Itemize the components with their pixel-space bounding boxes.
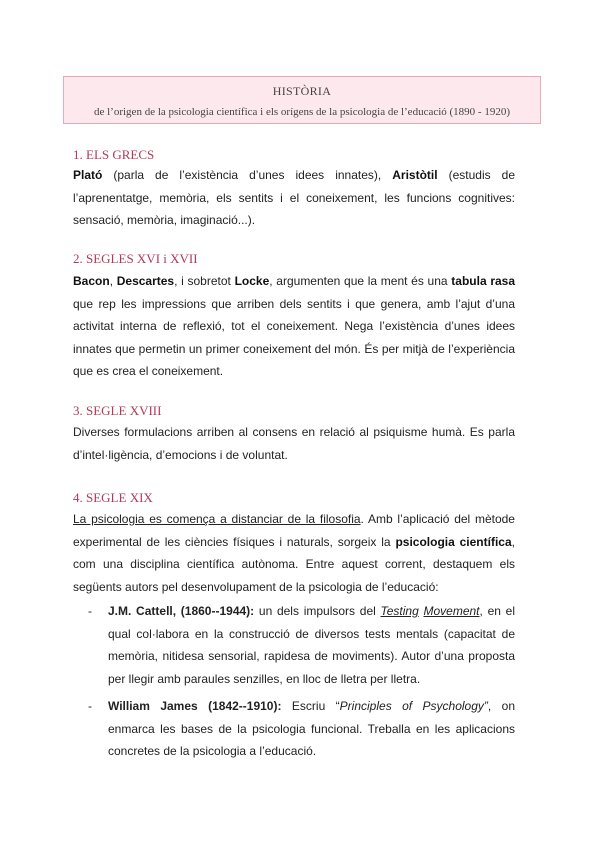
s4-text-a: . Amb l’aplicació del mètode experimental de les ciències físiques i naturals, sorgeix la xyxy=(73,512,515,549)
term-testing: Testing xyxy=(380,604,419,618)
s1-text-a: (parla de l’existència d’unes idees innates), xyxy=(102,168,393,182)
section-3-text: Diverses formulacions arriben al consens en relació al psiquisme humà. Es parla d’intel·ligència, d’emocions i de voluntat. xyxy=(73,425,515,462)
cattell-dates: , (1860--1944): xyxy=(172,604,255,618)
section-heading-grecs: 1. ELS GRECS xyxy=(73,147,155,162)
s2-comma-1: , xyxy=(109,274,117,288)
s2-text-b: , argumenten que la ment és una xyxy=(269,274,452,288)
name-bacon: Bacon xyxy=(73,274,110,288)
s2-text-a: , i sobretot xyxy=(174,274,235,288)
book-title-principles: Principles of Psychology” xyxy=(339,699,488,713)
section-heading-segle-xviii: 3. SEGLE XVIII xyxy=(73,403,162,418)
term-psicologia-cientifica: psicologia científica xyxy=(395,534,512,549)
s4-underlined: La psicologia es comença a distanciar de la filosofia xyxy=(73,512,361,526)
name-descartes: Descartes xyxy=(116,274,175,288)
section-2-text xyxy=(73,270,515,383)
document-title: HISTÒRIA xyxy=(272,84,332,98)
james-text-b: , on enmarca les bases de la psicologia funcional. Treballa en les aplicacions concretes de la psicologia a l’educació. xyxy=(108,699,516,758)
james-text-a: Escriu “ xyxy=(281,699,340,713)
bullet-dash: - xyxy=(88,699,92,713)
bullet-dash: - xyxy=(88,604,92,618)
term-movement: Movement xyxy=(423,604,480,618)
name-locke: Locke xyxy=(234,274,270,288)
s4-text-b: , com una disciplina científica autònoma. Entre aquest corrent, destaquem els següents autors pel desenvolupament de la psicologia de l’educació: xyxy=(73,534,515,594)
document-subtitle: de l’origen de la psicologia científica i els orígens de la psicologia de l’educació (1890 - 1920) xyxy=(93,106,511,118)
cattell-text-a: un dels impulsors del xyxy=(254,604,381,618)
s1-text-b: (estudis de l’aprenentatge, memòria, els sentits i el coneixement, les funcions cognitives: sensació, memòria, imaginació...). xyxy=(73,168,515,227)
name-william-james: William James (1842--1910): xyxy=(108,699,282,713)
section-heading-segles-xvi-xvii: 2. SEGLES XVI i XVII xyxy=(73,251,198,266)
name-cattell: J.M. Cattell xyxy=(108,604,173,618)
section-1-text xyxy=(73,164,515,232)
title-box xyxy=(63,76,541,124)
s2-text-c: que rep les impressions que arriben dels sentits i que genera, amb l’ajut d’una activitat interna de reflexió, tot el coneixement. Nega l’existència d’unes idees innates que permetin un primer coneixement del món. És per mitjà de l’experiència que es crea el coneixement. xyxy=(73,296,515,378)
term-tabula-rasa: tabula rasa xyxy=(451,274,516,288)
section-4-text xyxy=(73,508,515,598)
section-heading-segle-xix: 4. SEGLE XIX xyxy=(73,490,153,505)
bullet-william-james xyxy=(108,695,515,763)
name-plato: Plató xyxy=(73,168,103,182)
name-aristotil: Aristòtil xyxy=(392,168,438,182)
cattell-text-b: , en el qual col·labora en la construcció de diversos tests mentals (capacitat de memòria, nitidesa sensorial, rapidesa de moviments). Autor d’una proposta per llegir amb paraules senzilles, en lloc de lletra per lletra. xyxy=(108,604,515,686)
bullet-cattell xyxy=(108,600,515,690)
